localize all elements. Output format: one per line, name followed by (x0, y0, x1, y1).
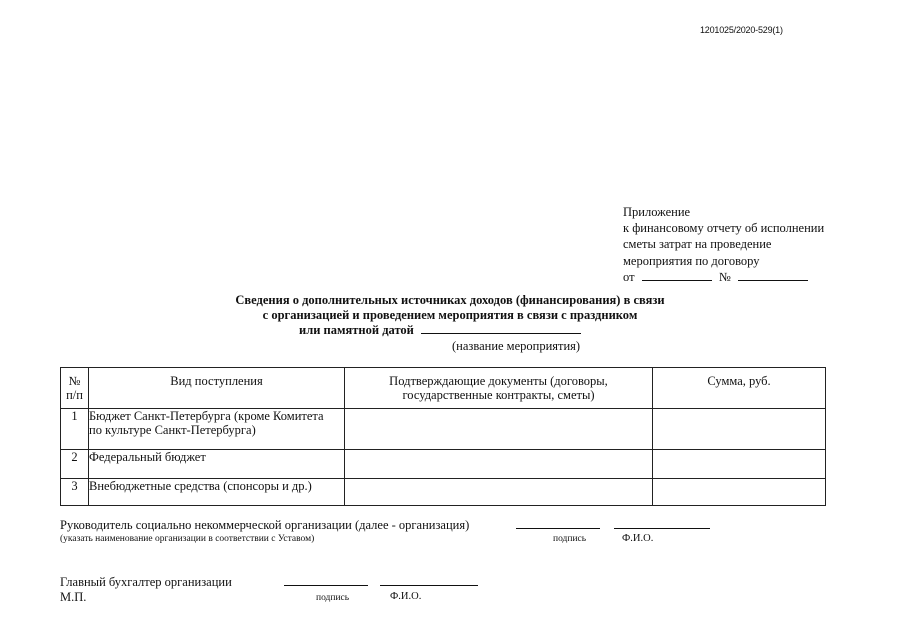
header-num (61, 368, 89, 409)
head-name-blank (614, 528, 710, 529)
document-number: 1201025/2020-529(1) (700, 25, 783, 35)
row-docs-cell[interactable] (345, 409, 653, 450)
contract-date-blank (642, 269, 712, 281)
appendix-block (623, 204, 824, 285)
row-number: 2 (61, 450, 89, 479)
appendix-line: Приложение (623, 205, 691, 219)
header-num-text: п/п (66, 388, 83, 402)
accountant-name-caption: Ф.И.О. (390, 591, 422, 602)
row-docs-cell[interactable] (345, 450, 653, 479)
document-title (180, 293, 720, 338)
title-line: с организацией и проведением мероприятия в связи с праздником (262, 307, 638, 322)
header-docs (345, 368, 653, 409)
header-docs-text: Подтверждающие документы (договоры, (389, 374, 608, 388)
table-header-row (61, 368, 826, 409)
title-line-text: или памятной датой (299, 323, 414, 337)
head-signature-caption: подпись (553, 534, 587, 544)
appendix-line: мероприятия по договору (623, 253, 760, 268)
accountant-signature-blank (284, 585, 368, 586)
header-num-text: № (68, 374, 81, 388)
header-type-text: Вид поступления (170, 374, 263, 388)
row-label: Внебюджетные средства (спонсоры и др.) (89, 479, 345, 506)
row-label: Федеральный бюджет (89, 450, 345, 479)
from-label: от (623, 269, 635, 284)
title-line (170, 322, 710, 338)
table-row (61, 479, 826, 506)
header-docs-text: государственные контракты, сметы) (402, 388, 595, 402)
row-sum-cell[interactable] (653, 479, 826, 506)
head-signature-note: (указать наименование организации в соответствии с Уставом) (60, 534, 315, 544)
header-sum-text: Сумма, руб. (707, 374, 771, 388)
appendix-line: сметы затрат на проведение (623, 237, 772, 252)
table-row (61, 450, 826, 479)
appendix-line: к финансовому отчету об исполнении (623, 221, 825, 236)
number-label: № (718, 269, 731, 284)
row-label-text: по культуре Санкт-Петербурга) (89, 423, 256, 437)
row-docs-cell[interactable] (345, 479, 653, 506)
accountant-signature-label: Главный бухгалтер организации (60, 575, 232, 589)
income-sources-table (60, 367, 826, 506)
header-type (89, 368, 345, 409)
contract-date-line (623, 269, 824, 285)
head-signature-blank (516, 528, 600, 529)
row-sum-cell[interactable] (653, 409, 826, 450)
accountant-name-blank (380, 585, 478, 586)
contract-number-blank (738, 269, 808, 281)
row-sum-cell[interactable] (653, 450, 826, 479)
event-name-caption: (название мероприятия) (452, 339, 581, 353)
stamp-label: М.П. (60, 590, 87, 604)
event-name-blank (421, 322, 581, 334)
accountant-signature-caption: подпись (316, 593, 350, 603)
head-name-caption: Ф.И.О. (622, 533, 654, 544)
row-label-text: Бюджет Санкт-Петербурга (кроме Комитета (89, 409, 324, 423)
header-sum (653, 368, 826, 409)
row-number: 1 (61, 409, 89, 450)
table-row (61, 409, 826, 450)
row-label (89, 409, 345, 450)
row-number: 3 (61, 479, 89, 506)
head-signature-label: Руководитель социально некоммерческой организации (далее - организация) (60, 518, 470, 532)
title-line: Сведения о дополнительных источниках доходов (финансирования) в связи (235, 293, 665, 307)
